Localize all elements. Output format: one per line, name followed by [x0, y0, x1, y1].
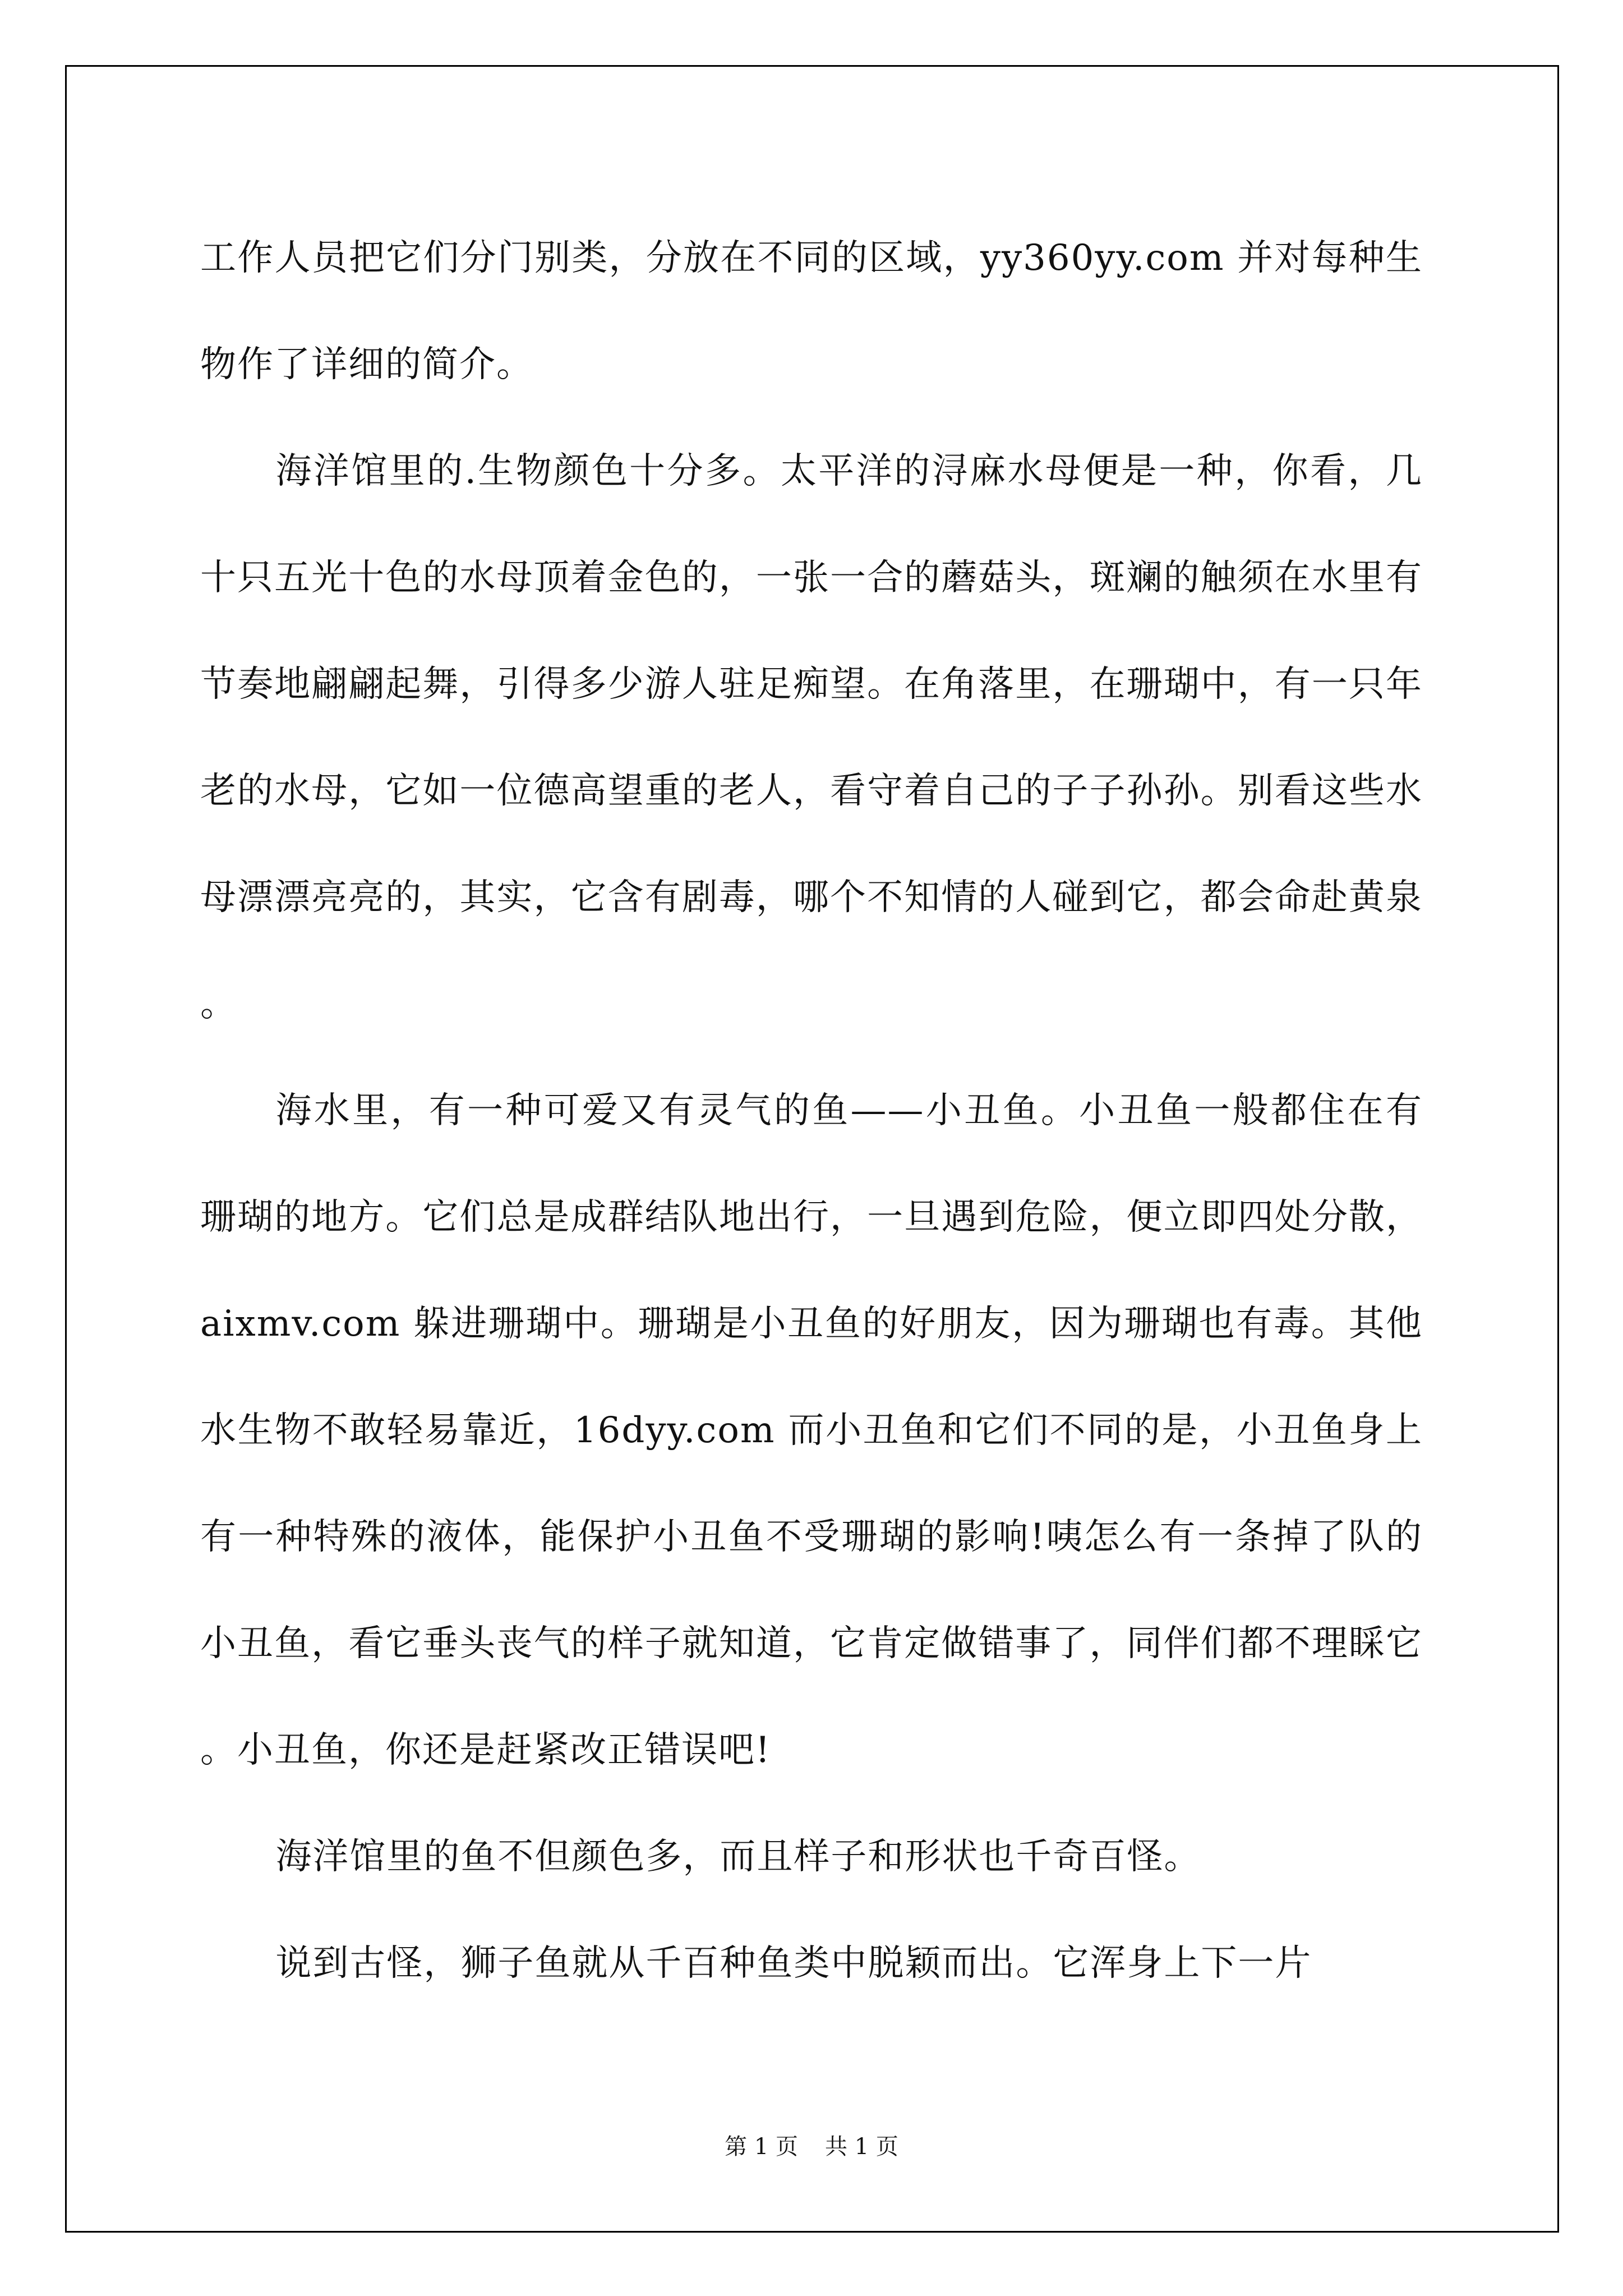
paragraph-3: 海水里，有一种可爱又有灵气的鱼——小丑鱼。小丑鱼一般都住在有珊瑚的地方。它们总是成群结队地出行，一旦遇到危险，便立即四处分散，aixmv.com 躲进珊瑚中。珊瑚是小丑鱼的好朋友，因为珊瑚也有毒。其他水生物不敢轻易靠近，16dyy.com 而小丑鱼和它们不同的是，小丑鱼身上有一种特殊的液体，能保护小丑鱼不受珊瑚的影响!咦怎么有一条掉了队的小丑鱼，看它垂头丧气的样子就知道，它肯定做错事了，同伴们都不理睬它。小丑鱼，你还是赶紧改正错误吧! — [200, 1090, 1423, 1771]
paragraph-1: 工作人员把它们分门别类，分放在不同的区域，yy360yy.com 并对每种生物作了详细的简介。 — [200, 237, 1423, 385]
page-total: 共 1 页 — [825, 2134, 898, 2160]
paragraph-5: 说到古怪，狮子鱼就从千百种鱼类中脱颖而出。它浑身上下一片 — [275, 1943, 1312, 1984]
page-number: 第 1 页 — [725, 2134, 798, 2160]
paragraph-4: 海洋馆里的鱼不但颜色多，而且样子和形状也千奇百怪。 — [275, 1836, 1201, 1878]
page-footer — [0, 2129, 1623, 2161]
paragraph-2: 海洋馆里的.生物颜色十分多。太平洋的浔麻水母便是一种，你看，几十只五光十色的水母顶着金色的，一张一合的蘑菇头，斑斓的触须在水里有节奏地翩翩起舞，引得多少游人驻足痴望。在角落里，在珊瑚中，有一只年老的水母，它如一位德高望重的老人，看守着自己的子子孙孙。别看这些水母漂漂亮亮的，其实，它含有剧毒，哪个不知情的人碰到它，都会命赴黄泉。 — [200, 450, 1423, 1025]
document-body — [200, 205, 1423, 2017]
